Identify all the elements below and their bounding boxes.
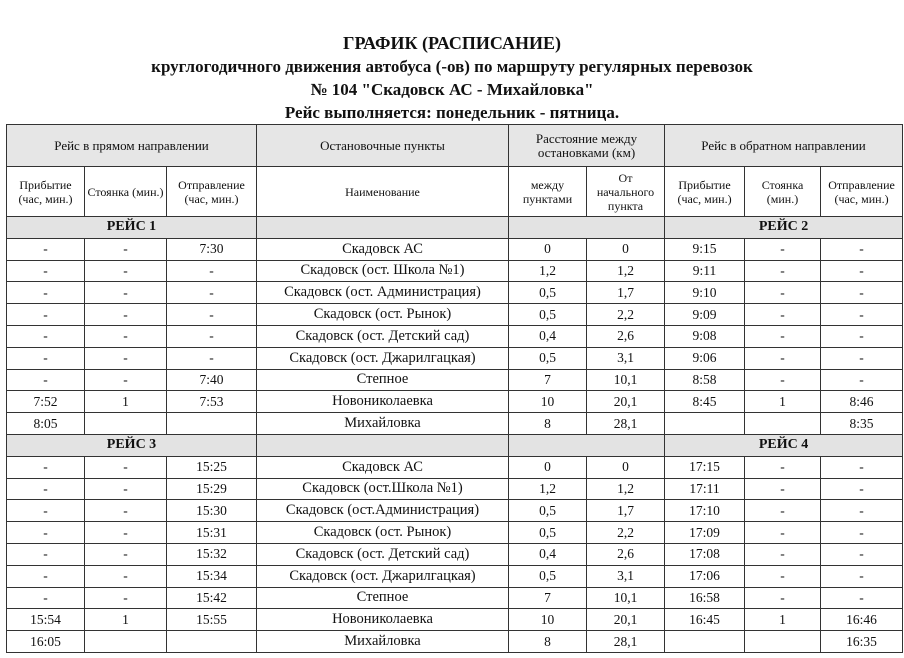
distance-from-start-cell: 10,1 [587,369,665,391]
stay-back-cell [745,413,821,435]
stay-back-cell: - [745,260,821,282]
departure-back-cell: 8:46 [821,391,903,413]
arrival-back-cell: 9:15 [665,238,745,260]
distance-from-start-cell: 20,1 [587,391,665,413]
backward-direction-header: Рейс в обратном направлении [665,125,903,167]
stay-back-cell: - [745,543,821,565]
stay-cell: - [85,522,167,544]
arrival-back-cell: 8:45 [665,391,745,413]
table-row [7,260,903,282]
distance-from-start-cell: 2,6 [587,325,665,347]
departure-cell: 15:34 [167,565,257,587]
document-title: ГРАФИК (РАСПИСАНИЕ) [343,33,561,53]
distance-between-cell: 1,2 [509,260,587,282]
departure-back-cell: - [821,282,903,304]
stop-name-cell: Новониколаевка [257,391,509,413]
distance-between-cell: 10 [509,391,587,413]
distance-from-start-cell: 2,2 [587,522,665,544]
departure-cell [167,413,257,435]
stop-name-cell: Скадовск (ост.Администрация) [257,500,509,522]
table-row [7,587,903,609]
departure-cell [167,631,257,653]
arrival-cell: - [7,325,85,347]
arrival-back-cell: 17:11 [665,478,745,500]
stay-cell: 1 [85,609,167,631]
arrival-cell: - [7,587,85,609]
stay-back-cell: 1 [745,391,821,413]
stay-back-cell: - [745,238,821,260]
stay-back-cell: - [745,282,821,304]
table-row [7,478,903,500]
stay-back-cell [745,631,821,653]
stay-back-cell: - [745,565,821,587]
stops-header: Остановочные пункты [257,125,509,167]
stop-name-cell: Скадовск (ост. Джарилгацкая) [257,565,509,587]
arrival-back-cell: 9:11 [665,260,745,282]
table-row [7,631,903,653]
departure-header: Отправление (час, мин.) [167,167,257,217]
distance-between-cell: 0,5 [509,522,587,544]
departure-cell: - [167,260,257,282]
departure-back-cell: - [821,456,903,478]
stay-cell: - [85,369,167,391]
distance-from-start-cell: 3,1 [587,565,665,587]
distance-between-cell: 0 [509,456,587,478]
distance-from-start-cell: 0 [587,238,665,260]
table-row [7,347,903,369]
table-row [7,369,903,391]
arrival-back-cell: 9:06 [665,347,745,369]
stay-cell [85,631,167,653]
distance-from-start-cell: 28,1 [587,631,665,653]
departure-back-cell: - [821,543,903,565]
trip-1-label: РЕЙС 1 [7,217,257,239]
stay-cell: - [85,565,167,587]
stay-cell: - [85,347,167,369]
distance-between-cell: 0,5 [509,500,587,522]
distance-from-start-cell: 28,1 [587,413,665,435]
stay-back-cell: - [745,304,821,326]
distance-between-cell: 0,4 [509,325,587,347]
arrival-header: Прибытие (час, мин.) [7,167,85,217]
departure-back-cell: - [821,238,903,260]
table-row [7,565,903,587]
stop-name-cell: Скадовск АС [257,238,509,260]
distance-from-start-cell: 1,7 [587,282,665,304]
table-row [7,391,903,413]
trip-4-label: РЕЙС 4 [665,434,903,456]
arrival-cell: - [7,260,85,282]
stop-name-cell: Степное [257,369,509,391]
table-row [7,500,903,522]
departure-cell: - [167,282,257,304]
document-subtitle: круглогодичного движения автобуса (-ов) по маршруту регулярных перевозок [151,57,753,76]
name-header: Наименование [257,167,509,217]
departure-back-cell: 16:35 [821,631,903,653]
distance-between-cell: 10 [509,609,587,631]
stay-header: Стоянка (мин.) [85,167,167,217]
stay-cell [85,413,167,435]
arrival-cell: 8:05 [7,413,85,435]
arrival-back-cell: 16:58 [665,587,745,609]
distance-from-start-cell: 0 [587,456,665,478]
stop-name-cell: Скадовск (ост.Школа №1) [257,478,509,500]
schedule-body-2 [7,434,903,652]
departure-cell: 15:31 [167,522,257,544]
stay-cell: - [85,543,167,565]
forward-direction-header: Рейс в прямом направлении [7,125,257,167]
stay-back-cell: - [745,587,821,609]
arrival-back-cell: 17:15 [665,456,745,478]
table-row [7,325,903,347]
departure-cell: 7:30 [167,238,257,260]
arrival-back-cell: 16:45 [665,609,745,631]
departure-cell: - [167,325,257,347]
arrival-back-cell: 17:06 [665,565,745,587]
stop-name-cell: Новониколаевка [257,609,509,631]
arrival-cell: - [7,238,85,260]
arrival-back-cell: 17:08 [665,543,745,565]
departure-cell: 15:55 [167,609,257,631]
stay-cell: - [85,500,167,522]
stay-cell: - [85,238,167,260]
distance-from-start-cell: 20,1 [587,609,665,631]
distance-between-cell: 1,2 [509,478,587,500]
stay-cell: - [85,282,167,304]
stop-name-cell: Скадовск (ост. Рынок) [257,304,509,326]
stop-name-cell: Скадовск (ост. Детский сад) [257,325,509,347]
departure-back-cell: - [821,304,903,326]
arrival-back-cell: 17:09 [665,522,745,544]
departure-cell: 15:32 [167,543,257,565]
arrival-back-header: Прибытие (час, мин.) [665,167,745,217]
departure-back-cell: - [821,347,903,369]
stay-cell: - [85,587,167,609]
distance-between-cell: 0,5 [509,565,587,587]
stay-back-cell: - [745,478,821,500]
stay-cell: 1 [85,391,167,413]
arrival-cell: - [7,347,85,369]
stop-name-cell: Скадовск (ост. Рынок) [257,522,509,544]
arrival-back-cell: 8:58 [665,369,745,391]
arrival-cell: 16:05 [7,631,85,653]
table-row [7,282,903,304]
arrival-cell: 7:52 [7,391,85,413]
route-title: № 104 "Скадовск АС - Михайловка" [310,80,594,99]
departure-back-cell: - [821,587,903,609]
arrival-cell: 15:54 [7,609,85,631]
arrival-cell: - [7,478,85,500]
arrival-cell: - [7,456,85,478]
distance-between-cell: 7 [509,369,587,391]
departure-cell: 15:29 [167,478,257,500]
arrival-back-cell [665,631,745,653]
departure-cell: - [167,347,257,369]
distance-between-cell: 0,5 [509,347,587,369]
stop-name-cell: Скадовск (ост. Джарилгацкая) [257,347,509,369]
distance-between-cell: 7 [509,587,587,609]
stop-name-cell: Скадовск (ост. Детский сад) [257,543,509,565]
stay-back-cell: - [745,456,821,478]
departure-back-cell: - [821,565,903,587]
arrival-cell: - [7,500,85,522]
stay-back-cell: - [745,369,821,391]
stop-name-cell: Скадовск (ост. Школа №1) [257,260,509,282]
distance-from-start-cell: 10,1 [587,587,665,609]
stop-name-cell: Скадовск АС [257,456,509,478]
distance-from-start-cell: 1,2 [587,260,665,282]
departure-back-cell: 8:35 [821,413,903,435]
distance-from-start-cell: 2,6 [587,543,665,565]
table-row [7,456,903,478]
distance-between-cell: 8 [509,413,587,435]
departure-cell: 15:25 [167,456,257,478]
departure-back-cell: - [821,260,903,282]
operation-days: Рейс выполняется: понедельник - пятница. [284,103,620,122]
departure-back-cell: - [821,478,903,500]
stop-name-cell: Михайловка [257,631,509,653]
trip-header-row [7,217,903,239]
departure-cell: 15:30 [167,500,257,522]
arrival-back-cell: 9:10 [665,282,745,304]
trip-3-label: РЕЙС 3 [7,434,257,456]
arrival-cell: - [7,282,85,304]
arrival-back-cell: 9:09 [665,304,745,326]
stay-cell: - [85,304,167,326]
arrival-cell: - [7,543,85,565]
stay-cell: - [85,325,167,347]
distance-between-cell: 0,4 [509,543,587,565]
departure-back-header: Отправление (час, мин.) [821,167,903,217]
distance-between-cell: 0,5 [509,282,587,304]
table-row [7,238,903,260]
table-row [7,304,903,326]
stay-cell: - [85,456,167,478]
departure-back-cell: - [821,325,903,347]
departure-back-cell: - [821,369,903,391]
distance-header: Расстояние между остановками (км) [509,125,665,167]
table-row [7,522,903,544]
departure-cell: 7:53 [167,391,257,413]
arrival-back-cell: 17:10 [665,500,745,522]
departure-cell: - [167,304,257,326]
distance-between-cell: 0 [509,238,587,260]
table-row [7,413,903,435]
stay-back-cell: - [745,325,821,347]
between-stops-header: между пунктами [509,167,587,217]
arrival-back-cell [665,413,745,435]
from-start-header: От начального пункта [587,167,665,217]
arrival-cell: - [7,522,85,544]
trip-header-row [7,434,903,456]
arrival-cell: - [7,304,85,326]
departure-cell: 15:42 [167,587,257,609]
distance-from-start-cell: 3,1 [587,347,665,369]
stop-name-cell: Михайловка [257,413,509,435]
table-row [7,609,903,631]
distance-between-cell: 8 [509,631,587,653]
distance-from-start-cell: 1,7 [587,500,665,522]
stay-back-cell: - [745,522,821,544]
stay-back-cell: 1 [745,609,821,631]
stay-cell: - [85,478,167,500]
distance-between-cell: 0,5 [509,304,587,326]
stay-back-header: Стоянка (мин.) [745,167,821,217]
trip-2-label: РЕЙС 2 [665,217,903,239]
arrival-back-cell: 9:08 [665,325,745,347]
departure-back-cell: 16:46 [821,609,903,631]
departure-back-cell: - [821,522,903,544]
arrival-cell: - [7,565,85,587]
stop-name-cell: Степное [257,587,509,609]
distance-from-start-cell: 2,2 [587,304,665,326]
departure-cell: 7:40 [167,369,257,391]
departure-back-cell: - [821,500,903,522]
schedule-table [6,124,903,653]
schedule-body [7,217,903,435]
stay-cell: - [85,260,167,282]
stay-back-cell: - [745,500,821,522]
arrival-cell: - [7,369,85,391]
distance-from-start-cell: 1,2 [587,478,665,500]
stay-back-cell: - [745,347,821,369]
table-row [7,543,903,565]
stop-name-cell: Скадовск (ост. Администрация) [257,282,509,304]
